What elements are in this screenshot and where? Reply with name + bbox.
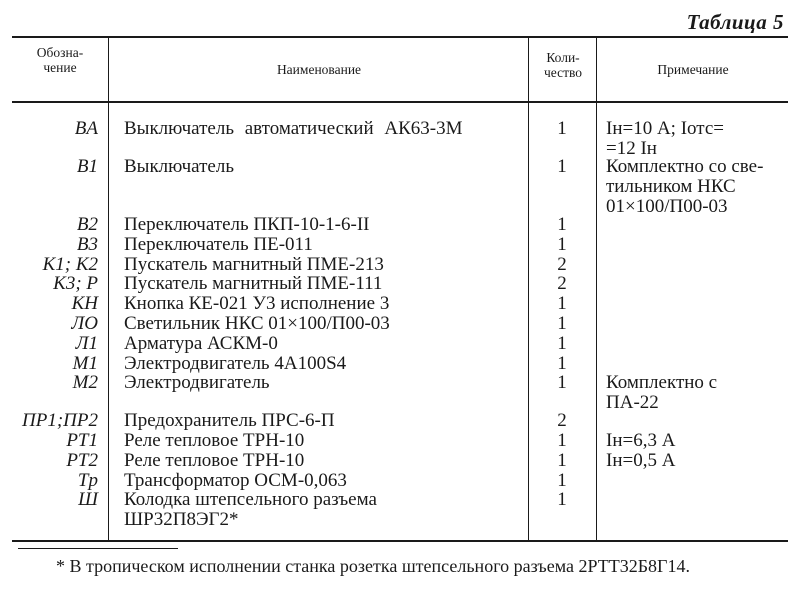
row-designation: ПР1;ПР2 <box>22 410 98 431</box>
table-bottom-rule <box>12 540 788 542</box>
header-name: Наименование <box>276 62 362 77</box>
row-note-line: Iн=10 А; Iотс= <box>606 118 724 139</box>
row-name: Переключатель ПЕ-011 <box>124 234 313 255</box>
footnote-rule <box>18 548 178 549</box>
row-note <box>606 373 796 413</box>
row-name: Выключатель автоматический АК63-3М <box>124 118 463 139</box>
row-name: Кнопка КЕ-021 У3 исполнение 3 <box>124 293 390 314</box>
row-quantity: 1 <box>557 353 567 374</box>
table-caption: Таблица 5 <box>686 10 784 34</box>
row-note-line: Комплектно со све- <box>606 156 764 177</box>
row-designation: PT1 <box>66 430 98 451</box>
row-note-line: Iн=0,5 А <box>606 450 676 471</box>
row-note-line: Iн=6,3 А <box>606 430 676 451</box>
row-name: Арматура АСКМ-0 <box>124 333 278 354</box>
footnote: * В тропическом исполнении станка розетка штепсельного разъема 2РТТ32Б8Г14. <box>56 556 690 576</box>
row-note <box>606 451 796 471</box>
row-note <box>606 431 796 451</box>
row-designation: B3 <box>76 234 98 255</box>
table-top-rule <box>12 36 788 38</box>
row-quantity: 1 <box>557 214 567 235</box>
column-divider <box>108 36 109 540</box>
row-note <box>606 119 796 159</box>
row-name: Трансформатор ОСМ-0,063 <box>124 470 347 491</box>
row-designation: Ш <box>78 489 98 510</box>
row-name: Электродвигатель <box>124 372 270 393</box>
row-name-continued: ШР32П8ЭГ2* <box>124 509 239 530</box>
row-name: Предохранитель ПРС-6-П <box>124 410 335 431</box>
row-note-line: =12 Iн <box>606 138 657 159</box>
row-name: Колодка штепсельного разъема <box>124 489 377 510</box>
row-designation: ЛО <box>71 313 98 334</box>
row-designation: M2 <box>72 372 98 393</box>
row-name: Реле тепловое ТРН-10 <box>124 450 305 471</box>
row-quantity: 1 <box>557 372 567 393</box>
row-designation: BA <box>74 118 98 139</box>
row-note-line: Комплектно с <box>606 372 718 393</box>
row-quantity: 2 <box>557 410 567 431</box>
row-quantity: 1 <box>557 450 567 471</box>
row-name: Электродвигатель 4А100S4 <box>124 353 347 374</box>
header-designation-line: Обозна- <box>36 45 84 60</box>
row-quantity: 1 <box>557 293 567 314</box>
row-quantity: 1 <box>557 430 567 451</box>
row-name: Пускатель магнитный ПМЕ-111 <box>124 273 383 294</box>
header-quantity-line: Коли- <box>546 50 580 65</box>
row-name: Выключатель <box>124 156 235 177</box>
row-name: Пускатель магнитный ПМЕ-213 <box>124 254 384 275</box>
row-quantity: 1 <box>557 333 567 354</box>
row-designation: B2 <box>76 214 98 235</box>
row-quantity: 1 <box>557 234 567 255</box>
row-quantity: 2 <box>557 254 567 275</box>
row-quantity: 1 <box>557 489 567 510</box>
row-note-line: тильником НКС <box>606 176 736 197</box>
row-designation: K3; P <box>53 273 98 294</box>
row-designation: Tp <box>77 470 98 491</box>
row-quantity: 2 <box>557 273 567 294</box>
row-designation: Л1 <box>75 333 98 354</box>
row-name: Светильник НКС 01×100/П00-03 <box>124 313 390 334</box>
column-divider <box>596 36 597 540</box>
row-designation: M1 <box>72 353 98 374</box>
header-designation-line: чение <box>43 60 77 75</box>
header-note: Примечание <box>657 62 729 77</box>
row-name: Переключатель ПКП-10-1-6-II <box>124 214 370 235</box>
header-designation <box>14 45 106 75</box>
row-designation: PT2 <box>66 450 98 471</box>
row-note <box>606 157 796 217</box>
header-quantity-line: чество <box>543 65 583 80</box>
header-quantity <box>530 50 596 80</box>
row-quantity: 1 <box>557 156 567 177</box>
row-note-line: ПА-22 <box>606 392 659 413</box>
row-quantity: 1 <box>557 470 567 491</box>
row-quantity: 1 <box>557 118 567 139</box>
row-designation: KH <box>71 293 98 314</box>
row-quantity: 1 <box>557 313 567 334</box>
row-note-line: 01×100/П00-03 <box>606 196 728 217</box>
row-designation: B1 <box>76 156 98 177</box>
column-divider <box>528 36 529 540</box>
table-header-rule <box>12 101 788 103</box>
row-name: Реле тепловое ТРН-10 <box>124 430 305 451</box>
row-designation: K1; K2 <box>42 254 98 275</box>
